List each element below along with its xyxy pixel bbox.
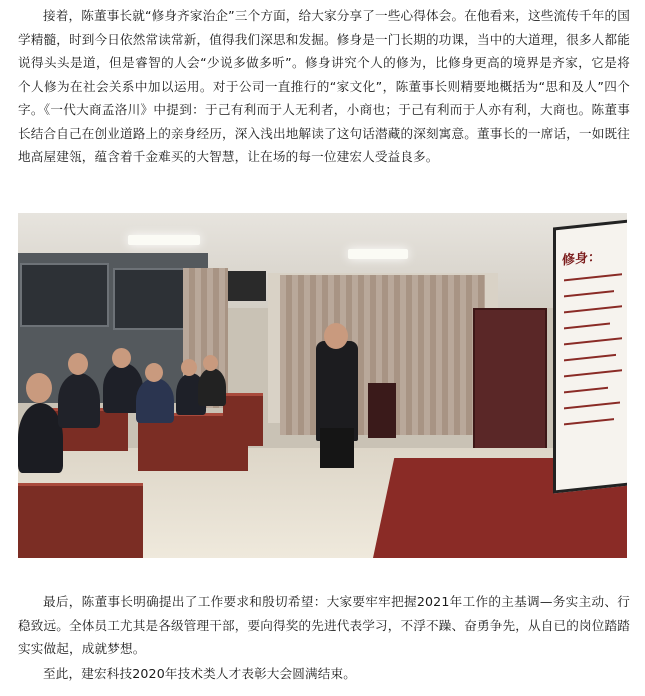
screen-heading: 修身： (562, 249, 602, 269)
loudspeaker (228, 271, 266, 301)
event-photo (18, 213, 627, 558)
screen-text-line (564, 337, 622, 345)
audience-head (112, 348, 131, 368)
screen-text-line (564, 401, 620, 409)
door (473, 308, 547, 462)
audience-desk (18, 483, 143, 558)
audience-desk (223, 393, 263, 446)
audience-head (26, 373, 52, 403)
audience-head (68, 353, 88, 375)
presenter-head (324, 323, 348, 349)
screen-text-line (564, 305, 622, 313)
paragraph-conclusion: 至此，建宏科技2020年技术类人才表彰大会圆满结束。 (43, 666, 357, 681)
screen-text-line (564, 369, 622, 377)
screen-text-line (564, 418, 614, 425)
screen-text-line (564, 354, 616, 361)
screen-text-line (564, 273, 622, 281)
ceiling-light (128, 235, 200, 245)
audience-member (136, 378, 174, 423)
audience-member (58, 373, 100, 428)
audience-head (145, 363, 163, 382)
presenter-legs (320, 428, 354, 468)
audience-member (198, 368, 226, 406)
paragraph-intro: 接着，陈董事长就“修身齐家治企”三个方面，给大家分享了一些心得体会。在他看来，这些流传千年的国学精髓，时到今日依然常读常新，值得我们深思和发掘。修身是一门长期的功课，当中的大道理，很多人都能说得头头是道，但是睿智的人会“少说多做多听”。修身讲究个人的修为，比修身更高的境界是齐家，它是将个人修为在社会关系中加以运用。对于公司一直推行的“家文化”，陈董事长则精要地概括为“思和及人”四个字。《一代大商孟洛川》中提到：于己有利而于人无利者，小商也；于己有利而于人亦有利，大商也。陈董事长结合自己在创业道路上的亲身经历，深入浅出地解读了这句话潜藏的深刻寓意。董事长的一席话，一如既往地高屋建瓴，蕴含着千金难买的大智慧，让在场的每一位建宏人受益良多。 (18, 8, 630, 164)
audience-head (181, 359, 197, 376)
window (20, 263, 109, 327)
screen-text-line (564, 290, 614, 297)
audience-member (18, 403, 63, 473)
screen-text-line (564, 323, 610, 330)
paragraph-closing-requirements: 最后，陈董事长明确提出了工作要求和殷切希望：大家要牢牢把握2021年工作的主基调—务实主动、行稳致远。全体员工尤其是各级管理干部，要向得奖的先进代表学习，不浮不躁、奋勇争先，从自已的岗位踏踏实实做起，成就梦想。 (18, 594, 630, 656)
projection-screen (553, 218, 627, 493)
presenter (316, 341, 358, 441)
chair (368, 383, 396, 438)
audience-head (203, 355, 218, 371)
ceiling-light (348, 249, 408, 259)
screen-text-line (564, 387, 608, 394)
